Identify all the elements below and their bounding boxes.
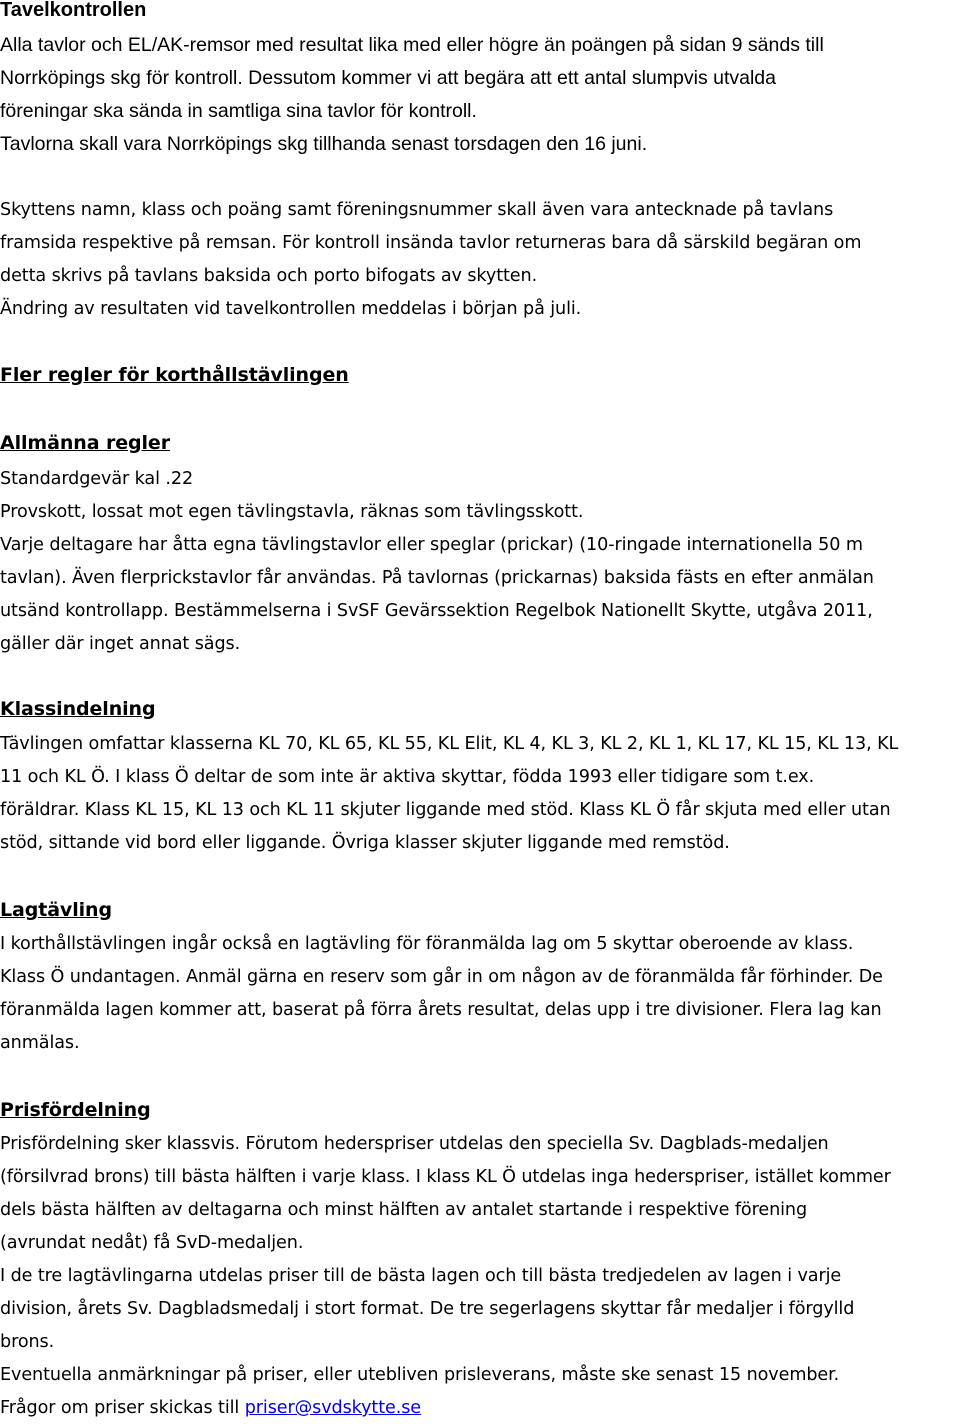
paragraph-line: detta skrivs på tavlans baksida och porto bifogats av skytten.	[0, 266, 538, 286]
paragraph-line: utsänd kontrollapp. Bestämmelserna i SvSF Gevärssektion Regelbok Nationellt Skytte, utgåva 2011,	[0, 601, 873, 621]
paragraph-line: tavlan). Även flerprickstavlor får användas. På tavlornas (prickarnas) baksida fästs en efter anmälan	[0, 568, 874, 588]
paragraph-line: Tavlorna skall vara Norrköpings skg tillhanda senast torsdagen den 16 juni.	[0, 133, 648, 155]
paragraph-line: Provskott, lossat mot egen tävlingstavla, räknas som tävlingsskott.	[0, 502, 584, 522]
heading-prisfordelning: Prisfördelning	[0, 1099, 151, 1121]
paragraph-line: Standardgevär kal .22	[0, 469, 194, 489]
paragraph-line: Alla tavlor och EL/AK-remsor med resultat lika med eller högre än poängen på sidan 9 sänds till	[0, 34, 824, 56]
paragraph-line: Skyttens namn, klass och poäng samt föreningsnummer skall även vara antecknade på tavlans	[0, 200, 834, 220]
paragraph-line: framsida respektive på remsan. För kontroll insända tavlor returneras bara då särskild begäran om	[0, 233, 862, 253]
paragraph-line: Tävlingen omfattar klasserna KL 70, KL 65, KL 55, KL Elit, KL 4, KL 3, KL 2, KL 1, KL 17, KL 15, KL 13, KL	[0, 734, 899, 754]
heading-allmanna-regler: Allmänna regler	[0, 432, 170, 454]
paragraph-line: Eventuella anmärkningar på priser, eller utebliven prisleverans, måste ske senast 15 november.	[0, 1365, 840, 1385]
paragraph-line: Varje deltagare har åtta egna tävlingstavlor eller speglar (prickar) (10-ringade internationella 50 m	[0, 535, 863, 555]
heading-fler-regler: Fler regler för korthållstävlingen	[0, 364, 349, 386]
heading-tavelkontrollen: Tavelkontrollen	[0, 0, 147, 21]
paragraph-line: föräldrar. Klass KL 15, KL 13 och KL 11 skjuter liggande med stöd. Klass KL Ö får skjuta med eller utan	[0, 800, 891, 820]
paragraph-line: division, årets Sv. Dagbladsmedalj i stort format. De tre segerlagens skyttar får medaljer i förgylld	[0, 1299, 855, 1319]
paragraph-line: gäller där inget annat sägs.	[0, 634, 241, 654]
paragraph-line: brons.	[0, 1332, 55, 1352]
paragraph-line: I de tre lagtävlingarna utdelas priser till de bästa lagen och till bästa tredjedelen av lagen i varje	[0, 1266, 842, 1286]
paragraph-line: föranmälda lagen kommer att, baserat på förra årets resultat, delas upp i tre divisioner. Flera lag kan	[0, 1000, 882, 1020]
paragraph-line: Prisfördelning sker klassvis. Förutom hederspriser utdelas den speciella Sv. Dagblads-medaljen	[0, 1134, 829, 1154]
paragraph-line: dels bästa hälften av deltagarna och minst hälften av antalet startande i respektive förening	[0, 1200, 808, 1220]
paragraph-line: stöd, sittande vid bord eller liggande. Övriga klasser skjuter liggande med remstöd.	[0, 833, 730, 853]
paragraph-line: I korthållstävlingen ingår också en lagtävling för föranmälda lag om 5 skyttar oberoende av klass.	[0, 934, 854, 954]
heading-lagtavling: Lagtävling	[0, 899, 112, 921]
email-link[interactable]: priser@svdskytte.se	[244, 1398, 422, 1418]
paragraph-line: Klass Ö undantagen. Anmäl gärna en reserv som går in om någon av de föranmälda får förhinder. De	[0, 967, 883, 987]
paragraph-line	[0, 1396, 421, 1420]
paragraph-line: 11 och KL Ö. I klass Ö deltar de som inte är aktiva skyttar, födda 1993 eller tidigare som t.ex.	[0, 767, 815, 787]
paragraph-line: föreningar ska sända in samtliga sina tavlor för kontroll.	[0, 100, 477, 122]
paragraph-line: Norrköpings skg för kontroll. Dessutom kommer vi att begära att ett antal slumpvis utvalda	[0, 67, 776, 89]
paragraph-line: anmälas.	[0, 1033, 80, 1053]
paragraph-line: (avrundat nedåt) få SvD-medaljen.	[0, 1233, 304, 1253]
paragraph-line: (försilvrad brons) till bästa hälften i varje klass. I klass KL Ö utdelas inga hederspriser, istället kommer	[0, 1167, 891, 1187]
paragraph-line: Ändring av resultaten vid tavelkontrollen meddelas i början på juli.	[0, 299, 582, 319]
contact-text: Frågor om priser skickas till	[0, 1398, 245, 1418]
heading-klassindelning: Klassindelning	[0, 698, 156, 720]
